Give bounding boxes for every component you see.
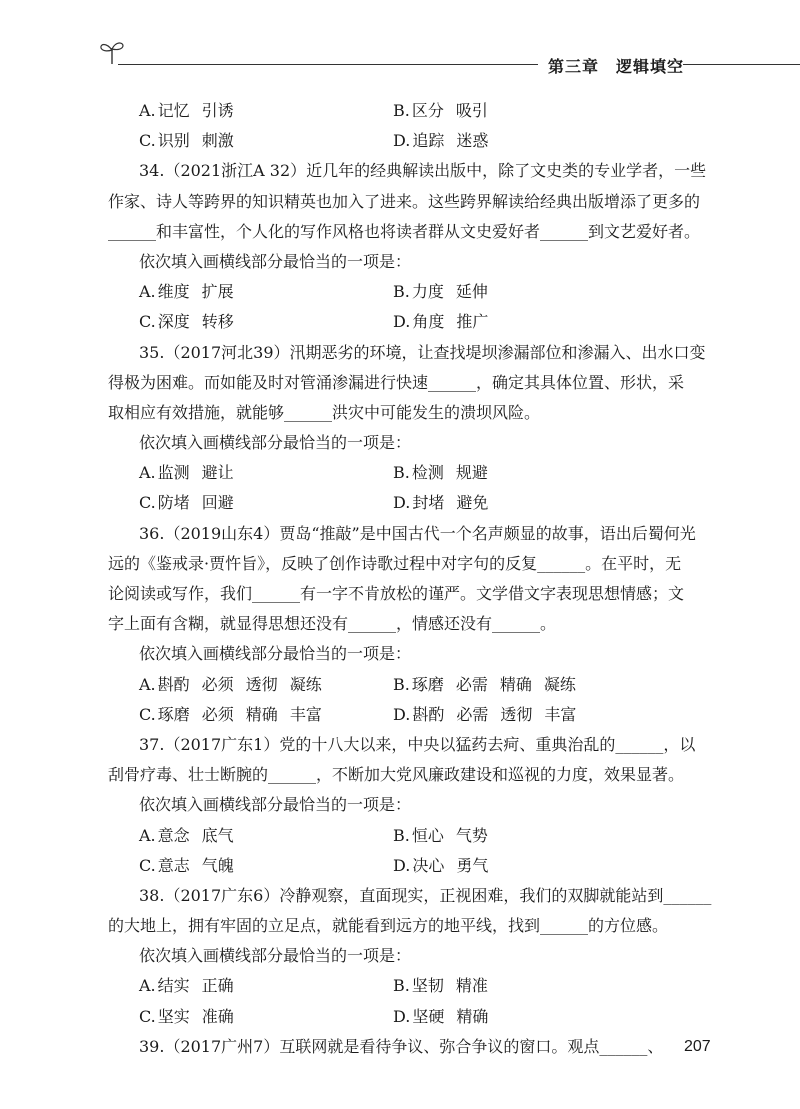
option-word: 琢磨 bbox=[157, 704, 190, 724]
options-row bbox=[108, 821, 694, 851]
option-word: 勇气 bbox=[456, 855, 489, 875]
paragraph-line: 刮骨疗毒、壮士断腕的______，不断加大党风廉政建设和巡视的力度，效果显著。 bbox=[108, 765, 685, 785]
answer-option bbox=[139, 1002, 393, 1032]
options-row bbox=[108, 488, 694, 518]
option-label: C. bbox=[139, 704, 156, 724]
paragraph-line-first: 依次填入画横线部分最恰当的一项是： bbox=[139, 795, 412, 815]
answer-option bbox=[393, 307, 500, 337]
option-word: 意念 bbox=[157, 825, 190, 845]
paragraph-line-first: 37.（2017广东1）党的十八大以来，中央以猛药去疴、重典治乱的______，以 bbox=[139, 734, 696, 754]
option-label: C. bbox=[139, 312, 156, 332]
option-word: 引诱 bbox=[201, 101, 234, 120]
paragraph-line: 的大地上，拥有牢固的立足点，就能看到远方的地平线，找到______的方位感。 bbox=[108, 916, 669, 936]
options-row bbox=[108, 851, 694, 881]
option-word: 角度 bbox=[412, 312, 445, 332]
option-word: 准确 bbox=[201, 1006, 234, 1026]
option-label: D. bbox=[393, 131, 411, 151]
paragraph-line: 远的《鉴戒录·贾忤旨》，反映了创作诗歌过程中对字句的反复______。在平时，无 bbox=[108, 553, 682, 573]
option-word: 斟酌 bbox=[157, 674, 190, 694]
option-word: 维度 bbox=[157, 282, 190, 302]
answer-option bbox=[139, 458, 393, 488]
option-label: C. bbox=[139, 855, 156, 875]
answer-option bbox=[139, 670, 393, 700]
option-word: 必须 bbox=[201, 704, 234, 724]
option-word: 封堵 bbox=[412, 493, 445, 513]
option-word: 坚硬 bbox=[412, 1006, 445, 1026]
answer-option bbox=[393, 821, 500, 851]
option-label: D. bbox=[393, 704, 411, 724]
option-word: 深度 bbox=[157, 312, 190, 332]
paragraph-line-first: 依次填入画横线部分最恰当的一项是： bbox=[139, 251, 412, 271]
option-word: 透彻 bbox=[245, 674, 278, 694]
option-word: 延伸 bbox=[455, 282, 488, 302]
paragraph-line: 得极为困难。而如能及时对管涌渗漏进行快速______，确定其具体位置、形状，采 bbox=[108, 372, 685, 392]
paragraph-line-first: 35.（2017河北39）汛期恶劣的环境，让查找堤坝渗漏部位和渗漏入、出水口变 bbox=[139, 342, 706, 362]
option-word: 防堵 bbox=[157, 493, 190, 513]
answer-option bbox=[139, 488, 393, 518]
paragraph-line-first: 依次填入画横线部分最恰当的一项是： bbox=[139, 433, 412, 453]
option-word: 透彻 bbox=[500, 704, 533, 724]
answer-option bbox=[139, 126, 393, 156]
option-label: B. bbox=[393, 463, 410, 483]
answer-option bbox=[139, 971, 393, 1001]
option-word: 刺激 bbox=[201, 131, 234, 151]
options-row bbox=[108, 1002, 694, 1032]
options-row bbox=[108, 458, 694, 488]
answer-option bbox=[139, 700, 393, 730]
option-word: 气势 bbox=[455, 825, 488, 845]
options-row bbox=[108, 277, 694, 307]
option-word: 吸引 bbox=[455, 101, 488, 120]
option-word: 精准 bbox=[455, 976, 488, 996]
paragraph-line-first: 39.（2017广州7）互联网就是看待争议、弥合争议的窗口。观点______、 bbox=[139, 1036, 664, 1056]
option-word: 决心 bbox=[412, 855, 445, 875]
option-label: A. bbox=[139, 463, 156, 483]
option-word: 必需 bbox=[455, 674, 488, 694]
option-word: 识别 bbox=[157, 131, 190, 151]
option-label: B. bbox=[393, 674, 410, 694]
option-word: 检测 bbox=[411, 463, 444, 483]
option-word: 气魄 bbox=[201, 855, 234, 875]
paragraph-line-first: 依次填入画横线部分最恰当的一项是： bbox=[139, 644, 412, 664]
option-word: 监测 bbox=[157, 463, 190, 483]
answer-option bbox=[393, 277, 500, 307]
option-label: B. bbox=[393, 101, 410, 120]
option-label: B. bbox=[393, 825, 410, 845]
header-rule-right bbox=[683, 64, 800, 65]
options-row bbox=[108, 307, 694, 337]
option-label: B. bbox=[393, 976, 410, 996]
option-word: 回避 bbox=[201, 493, 234, 513]
option-word: 正确 bbox=[201, 976, 234, 996]
option-word: 推广 bbox=[456, 312, 489, 332]
answer-option bbox=[393, 700, 588, 730]
option-word: 精确 bbox=[245, 704, 278, 724]
paragraph-line: 作家、诗人等跨界的知识精英也加入了进来。这些跨界解读给经典出版增添了更多的 bbox=[108, 191, 701, 211]
option-label: A. bbox=[139, 282, 156, 302]
option-label: D. bbox=[393, 493, 411, 513]
option-word: 丰富 bbox=[289, 704, 322, 724]
paragraph-line-first: 38.（2017广东6）冷静观察，直面现实，正视困难，我们的双脚就能站到______ bbox=[139, 885, 712, 905]
paragraph-line: 字上面有含糊，就显得思想还没有______，情感还没有______。 bbox=[108, 614, 557, 634]
option-word: 结实 bbox=[157, 976, 190, 996]
option-label: B. bbox=[393, 282, 410, 302]
answer-option bbox=[393, 971, 500, 1001]
answer-option bbox=[139, 277, 393, 307]
answer-option bbox=[393, 126, 500, 156]
option-word: 转移 bbox=[201, 312, 234, 332]
option-label: C. bbox=[139, 131, 156, 151]
answer-option bbox=[393, 458, 500, 488]
options-row bbox=[108, 700, 694, 730]
options-row bbox=[108, 971, 694, 1001]
option-word: 必需 bbox=[456, 704, 489, 724]
paragraph-line-first: 依次填入画横线部分最恰当的一项是： bbox=[139, 946, 412, 966]
answer-option bbox=[139, 851, 393, 881]
option-label: C. bbox=[139, 493, 156, 513]
option-word: 避免 bbox=[456, 493, 489, 513]
answer-option bbox=[393, 96, 500, 126]
option-word: 斟酌 bbox=[412, 704, 445, 724]
option-label: A. bbox=[139, 825, 156, 845]
paragraph-line-first: 34.（2021浙江A 32）近几年的经典解读出版中，除了文史类的专业学者，一些 bbox=[139, 161, 707, 181]
paragraph-line-first: 36.（2019山东4）贾岛“推敲”是中国古代一个名声颇显的故事，语出后蜀何光 bbox=[139, 523, 696, 543]
answer-option bbox=[393, 851, 500, 881]
option-word: 恒心 bbox=[411, 825, 444, 845]
header-rule-left bbox=[118, 64, 538, 65]
option-word: 精确 bbox=[456, 1006, 489, 1026]
option-word: 意志 bbox=[157, 855, 190, 875]
answer-option bbox=[139, 96, 393, 126]
answer-option bbox=[139, 821, 393, 851]
option-word: 扩展 bbox=[201, 282, 234, 302]
paragraph-line: ______和丰富性，个人化的写作风格也将读者群从文史爱好者______到文艺爱好者。 bbox=[108, 221, 701, 241]
page-header bbox=[0, 0, 800, 80]
answer-option bbox=[139, 307, 393, 337]
options-row bbox=[108, 96, 694, 126]
option-label: D. bbox=[393, 312, 411, 332]
answer-option bbox=[393, 1002, 500, 1032]
page-number: 207 bbox=[684, 1038, 711, 1055]
option-word: 必须 bbox=[201, 674, 234, 694]
option-word: 力度 bbox=[411, 282, 444, 302]
option-label: D. bbox=[393, 855, 411, 875]
option-word: 迷惑 bbox=[456, 131, 489, 151]
answer-option bbox=[393, 670, 588, 700]
paragraph-line: 取相应有效措施，就能够______洪灾中可能发生的溃坝风险。 bbox=[108, 402, 541, 422]
option-word: 区分 bbox=[411, 101, 444, 120]
option-word: 规避 bbox=[455, 463, 488, 483]
option-word: 凝练 bbox=[543, 674, 576, 694]
option-word: 记忆 bbox=[157, 101, 190, 120]
options-row bbox=[108, 126, 694, 156]
option-word: 凝练 bbox=[289, 674, 322, 694]
chapter-title: 第三章 逻辑填空 bbox=[548, 57, 685, 76]
option-label: D. bbox=[393, 1006, 411, 1026]
option-word: 避让 bbox=[201, 463, 234, 483]
option-label: A. bbox=[139, 674, 156, 694]
option-word: 坚韧 bbox=[411, 976, 444, 996]
answer-option bbox=[393, 488, 500, 518]
option-label: A. bbox=[139, 101, 156, 120]
option-word: 底气 bbox=[201, 825, 234, 845]
paragraph-line: 论阅读或写作，我们______有一字不肯放松的谨严。文学借文字表现思想情感；文 bbox=[108, 584, 685, 603]
option-label: C. bbox=[139, 1006, 156, 1026]
option-word: 丰富 bbox=[544, 704, 577, 724]
option-word: 坚实 bbox=[157, 1006, 190, 1026]
option-word: 琢磨 bbox=[411, 674, 444, 694]
option-word: 精确 bbox=[499, 674, 532, 694]
options-row bbox=[108, 670, 694, 700]
option-label: A. bbox=[139, 976, 156, 996]
option-word: 追踪 bbox=[412, 131, 445, 151]
sprout-icon bbox=[98, 38, 126, 66]
